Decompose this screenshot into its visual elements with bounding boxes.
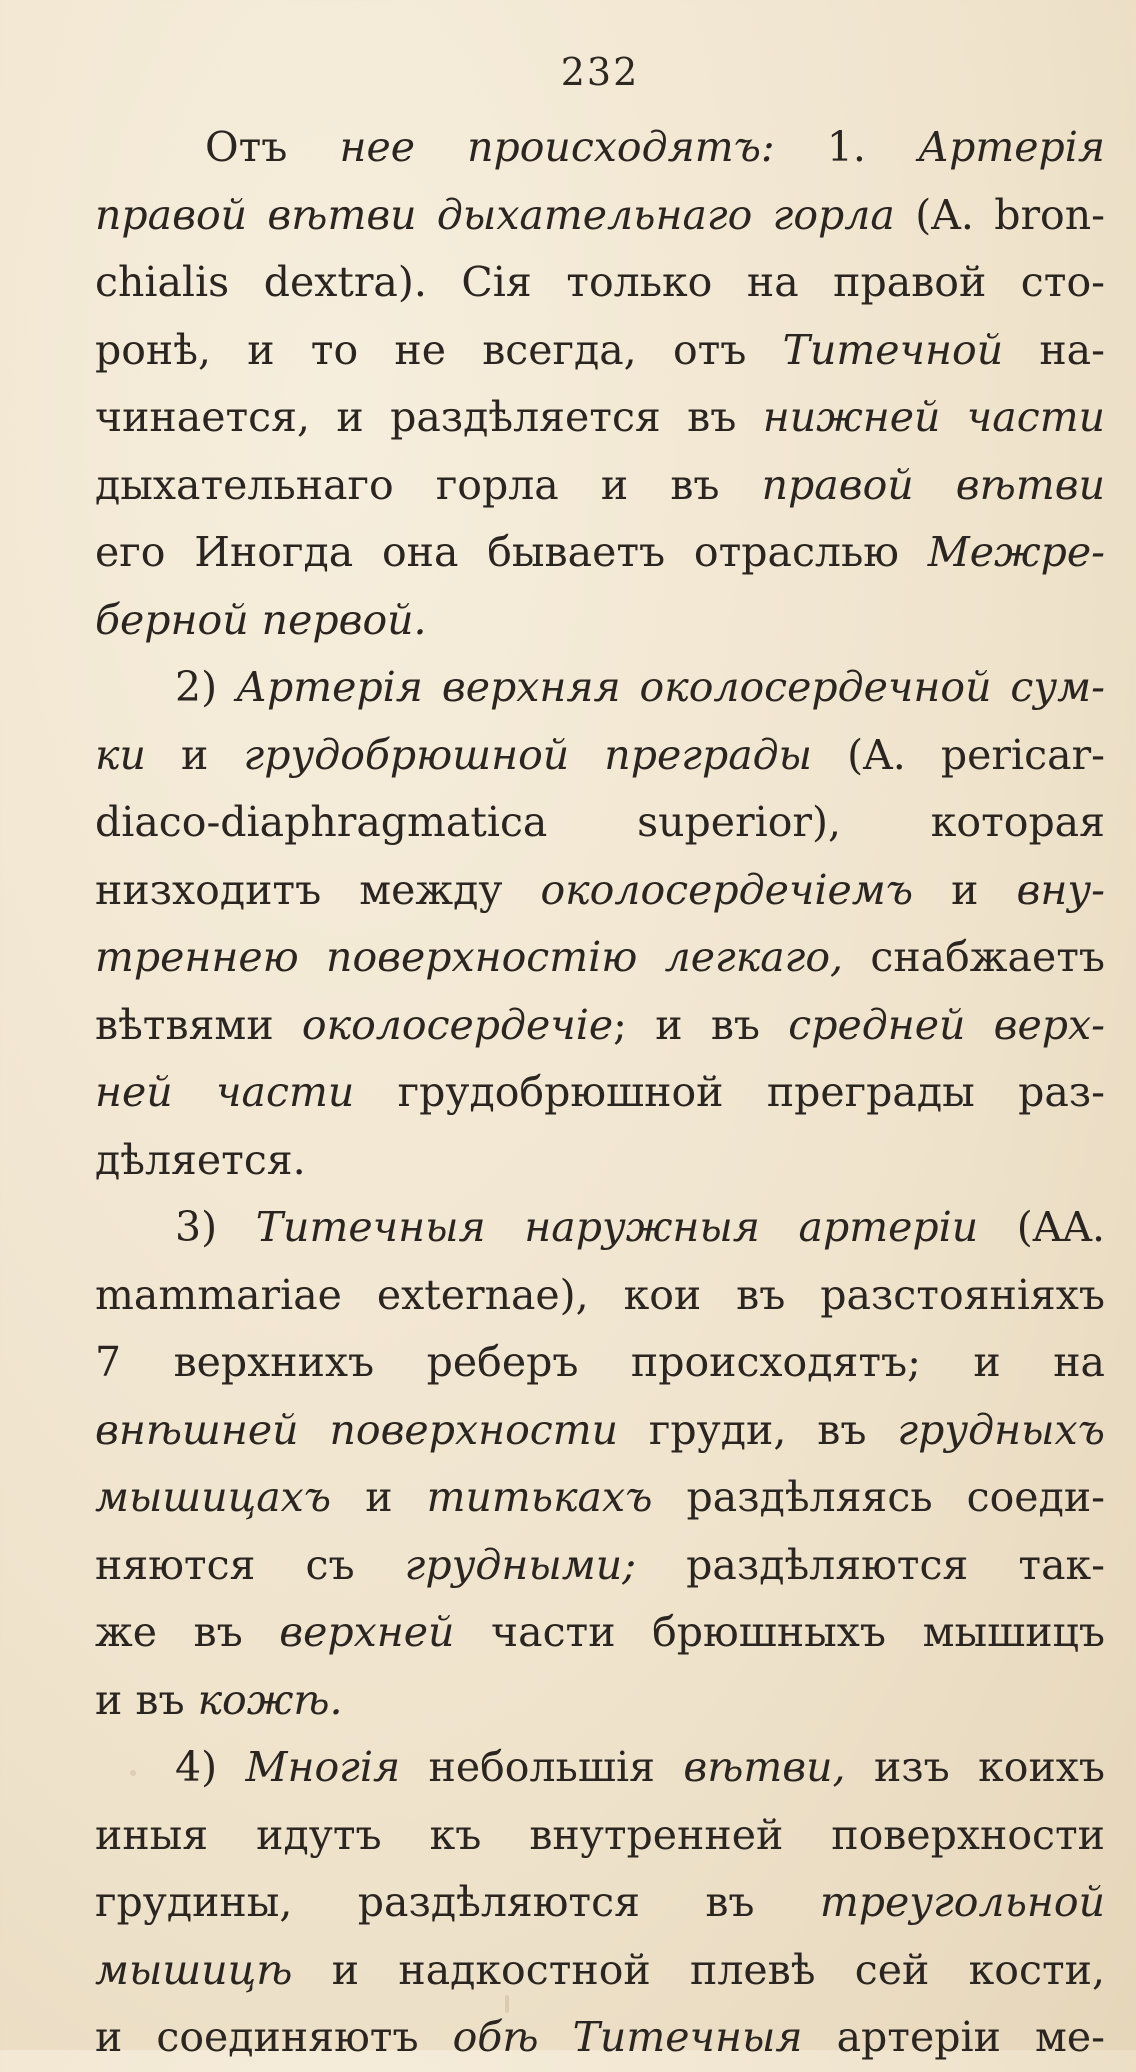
italic-term: грудобрюшной преграды: [243, 730, 813, 779]
text-line: [95, 1059, 1105, 1127]
text-run: mammariae externae), кои въ разстояніяхъ: [95, 1270, 1105, 1319]
text-run: груди, въ: [618, 1405, 898, 1454]
text-run: и соединяютъ: [95, 2013, 453, 2061]
text-line: [95, 1667, 1105, 1735]
paper-speck: [505, 1995, 509, 2013]
text-line: [95, 924, 1105, 992]
text-run: его Иногда она бываетъ отраслью: [95, 528, 928, 576]
text-line: [95, 1127, 1105, 1195]
italic-term: ней части: [95, 1068, 355, 1116]
text-line: [95, 992, 1105, 1060]
text-line: [95, 317, 1105, 385]
text-line: [95, 182, 1105, 250]
italic-term: обѣ Титечныя: [452, 2013, 803, 2061]
text-run: на-: [1003, 325, 1105, 374]
italic-term: нее происходятъ:: [339, 123, 775, 171]
text-line: [95, 654, 1105, 722]
text-run: низходитъ между: [95, 865, 541, 914]
text-run: грудобрюшной преграды раз-: [354, 1068, 1105, 1116]
italic-term: кожѣ.: [197, 1675, 343, 1724]
text-line: [95, 857, 1105, 925]
italic-term: вѣтви,: [683, 1743, 846, 1791]
text-run: дѣляется.: [95, 1135, 306, 1184]
italic-term: правой вѣтви: [761, 460, 1105, 509]
text-run: 7 верхнихъ реберъ происходятъ; и на: [95, 1338, 1105, 1386]
italic-term: ки: [95, 730, 146, 779]
text-run: раздѣляясь соеди-: [652, 1473, 1105, 1521]
italic-term: внѣшней поверхности: [95, 1405, 618, 1454]
text-line: [95, 722, 1105, 790]
text-run: ронѣ, и то не всегда, отъ: [95, 325, 783, 374]
text-run: и надкостной плевѣ сей кости,: [292, 1945, 1105, 1994]
text-line: [95, 519, 1105, 587]
text-run: снабжаетъ: [843, 933, 1105, 981]
italic-term: треугольной: [819, 1878, 1105, 1926]
text-run: изъ коихъ: [845, 1743, 1105, 1791]
body-text: [95, 114, 1105, 2072]
italic-term: Титечной: [782, 325, 1004, 374]
italic-term: Многія: [245, 1743, 401, 1791]
text-line: [95, 789, 1105, 857]
text-run: и: [331, 1473, 427, 1521]
italic-term: правой вѣтви дыхательнаго горла: [95, 190, 895, 239]
italic-term: берной первой.: [95, 595, 427, 644]
text-run: артеріи ме-: [802, 2013, 1105, 2061]
text-line: [95, 384, 1105, 452]
text-run: diaco-diaphragmatica superior), которая: [95, 798, 1105, 846]
italic-term: верхней: [279, 1608, 455, 1656]
text-run: части брюшныхъ мышицъ: [454, 1608, 1105, 1656]
text-run: 2): [175, 663, 236, 711]
text-line: [95, 1802, 1105, 1870]
italic-term: Титечныя наружныя артеріи: [255, 1203, 979, 1251]
text-run: (AA.: [978, 1203, 1105, 1251]
text-run: 4): [175, 1743, 246, 1791]
text-run: ). Сія только на правой сто-: [397, 258, 1105, 306]
text-line: [95, 1937, 1105, 2005]
text-run: и: [145, 730, 244, 779]
italic-term: грудныхъ: [897, 1405, 1105, 1454]
italic-term: нижней части: [762, 393, 1105, 441]
text-line: [95, 1329, 1105, 1397]
italic-term: мышицахъ: [95, 1473, 332, 1521]
italic-term: Артерія: [918, 123, 1105, 171]
italic-term: Артерія верхняя околосердечной сум-: [236, 663, 1105, 711]
italic-term: треннею поверхностію легкаго,: [95, 933, 844, 981]
italic-term: околосердечіемъ: [540, 865, 914, 914]
text-run: небольшія: [400, 1743, 684, 1791]
text-run: иныя идутъ къ внутренней поверхности: [95, 1810, 1105, 1859]
book-page: [95, 50, 1105, 2061]
italic-term: грудными;: [404, 1540, 637, 1589]
text-run: 3): [175, 1203, 256, 1251]
text-run: и въ: [95, 1675, 198, 1724]
text-line: [95, 1599, 1105, 1667]
text-line: [95, 1532, 1105, 1600]
text-run: няются съ: [95, 1540, 405, 1589]
text-run: (A. bron-: [894, 190, 1105, 239]
text-line: [95, 249, 1105, 317]
text-line: [95, 587, 1105, 655]
text-run: (A. pericar-: [812, 730, 1105, 779]
text-line: [95, 1194, 1105, 1262]
text-run: Отъ: [205, 123, 340, 171]
italic-term: Межре-: [927, 528, 1105, 576]
page-number: 232: [560, 50, 640, 94]
italic-term: титькахъ: [426, 1473, 653, 1521]
text-line: [95, 1734, 1105, 1802]
text-run: раздѣляются так-: [636, 1540, 1105, 1589]
text-run: chialis dextra: [95, 258, 398, 306]
text-run: 1.: [774, 123, 919, 171]
text-run: ; и въ: [613, 1000, 789, 1049]
text-run: дыхательнаго горла и въ: [95, 460, 762, 509]
text-run: вѣтвями: [95, 1000, 302, 1049]
text-run: чинается, и раздѣляется въ: [95, 393, 763, 441]
text-line: [95, 1397, 1105, 1465]
text-line: [95, 1869, 1105, 1937]
text-line: [95, 2004, 1105, 2072]
italic-term: средней верх-: [788, 1000, 1105, 1049]
italic-term: вну-: [1016, 865, 1105, 914]
text-line: [95, 452, 1105, 520]
text-line: [95, 1262, 1105, 1330]
paper-speck: [130, 1770, 136, 1776]
italic-term: околосердечіе: [301, 1000, 614, 1049]
text-line: [95, 1464, 1105, 1532]
text-run: грудины, раздѣляются въ: [95, 1878, 820, 1926]
text-line: [95, 114, 1105, 182]
text-run: же въ: [95, 1608, 280, 1656]
text-run: и: [913, 865, 1017, 914]
italic-term: мышицѣ: [95, 1945, 293, 1994]
